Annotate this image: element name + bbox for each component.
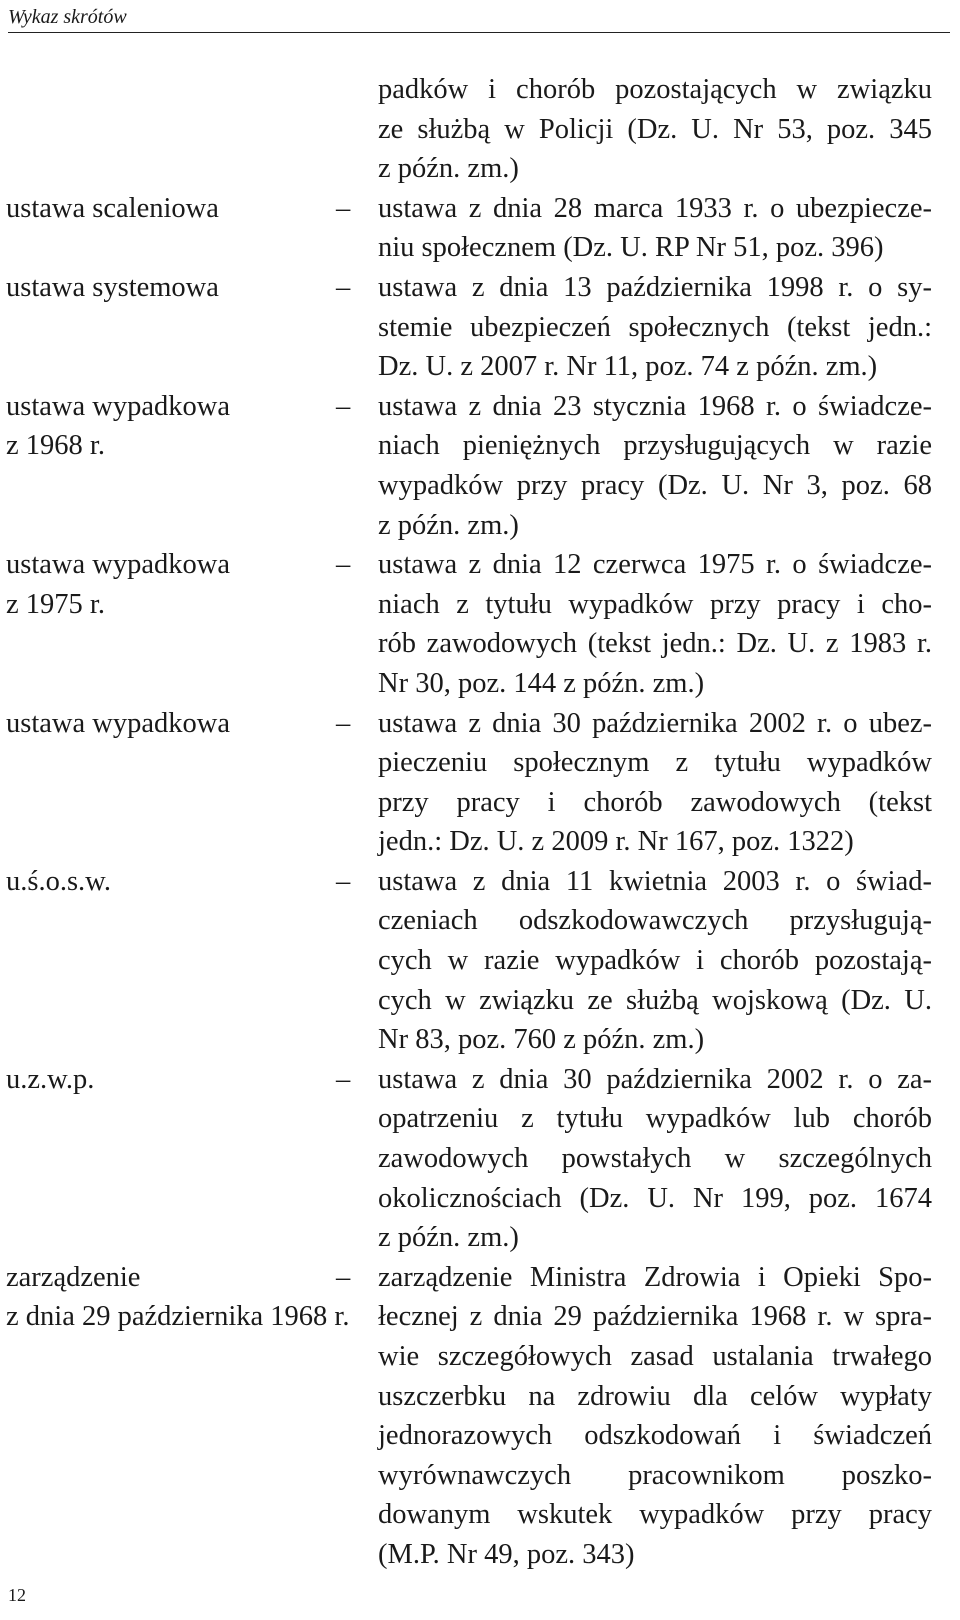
definition-text: zarządzenie Ministra Zdrowia i Opieki Spo- bbox=[378, 1261, 932, 1293]
entry-line bbox=[6, 268, 936, 308]
abbreviation-term: z dnia 29 października 1968 r. bbox=[6, 1301, 350, 1333]
definition-text: dowanym wskutek wypadków przy pracy bbox=[378, 1499, 932, 1531]
entry-line bbox=[6, 1179, 936, 1219]
definition-text: stemie ubezpieczeń społecznych (tekst jedn.: bbox=[378, 311, 932, 343]
definition-text: Nr 30, poz. 144 z późn. zm.) bbox=[378, 667, 705, 699]
definition-text: pieczeniu społecznym z tytułu wypadków bbox=[378, 747, 932, 779]
entry-dash: – bbox=[336, 707, 351, 739]
entry-line bbox=[6, 466, 936, 506]
definition-text: z późn. zm.) bbox=[378, 153, 519, 185]
entry-line bbox=[6, 585, 936, 625]
definition-text: wyrównawczych pracownikom poszko- bbox=[378, 1459, 932, 1491]
abbreviation-entry bbox=[6, 1060, 936, 1258]
entry-line bbox=[6, 1337, 936, 1377]
definition-text: padków i chorób pozostających w związku bbox=[378, 74, 932, 105]
entry-line bbox=[6, 1535, 936, 1575]
abbreviation-entry bbox=[6, 545, 936, 703]
entry-line bbox=[6, 545, 936, 585]
definition-text: okolicznościach (Dz. U. Nr 199, poz. 1674 bbox=[378, 1182, 932, 1214]
entry-line bbox=[6, 1416, 936, 1456]
running-header bbox=[8, 4, 950, 33]
abbreviation-term: ustawa wypadkowa bbox=[6, 707, 230, 739]
entry-dash: – bbox=[336, 1063, 351, 1095]
entry-line bbox=[6, 347, 936, 387]
abbreviation-entry bbox=[6, 862, 936, 1060]
abbreviation-entry bbox=[6, 268, 936, 387]
entry-line bbox=[6, 110, 936, 150]
header-title: Wykaz skrótów bbox=[8, 6, 127, 28]
definition-text: jednorazowych odszkodowań i świadczeń bbox=[378, 1420, 932, 1452]
entry-line bbox=[6, 901, 936, 941]
abbreviation-term: u.ś.o.s.w. bbox=[6, 865, 112, 897]
definition-text: niach z tytułu wypadków przy pracy i cho- bbox=[378, 588, 932, 620]
definition-text: z późn. zm.) bbox=[378, 1222, 519, 1254]
entry-line bbox=[6, 1060, 936, 1100]
entry-line bbox=[6, 822, 936, 862]
entry-line bbox=[6, 1258, 936, 1298]
entry-dash: – bbox=[336, 192, 351, 224]
entry-line bbox=[6, 1139, 936, 1179]
entry-line bbox=[6, 506, 936, 546]
entry-dash: – bbox=[336, 865, 351, 897]
definition-text: ustawa z dnia 28 marca 1933 r. o ubezpiecze- bbox=[378, 192, 932, 224]
definition-text: zawodowych powstałych w szczególnych bbox=[378, 1143, 932, 1175]
abbreviation-term: ustawa wypadkowa bbox=[6, 390, 230, 422]
definition-text: ustawa z dnia 11 kwietnia 2003 r. o świad- bbox=[378, 865, 932, 897]
entry-line bbox=[6, 664, 936, 704]
abbreviation-term: u.z.w.p. bbox=[6, 1063, 95, 1095]
definition-text: wie szczegółowych zasad ustalania trwałego bbox=[378, 1341, 932, 1372]
abbreviation-term: ustawa wypadkowa bbox=[6, 549, 230, 581]
entry-dash: – bbox=[336, 549, 351, 581]
definition-text: ustawa z dnia 23 stycznia 1968 r. o świadcze- bbox=[378, 390, 932, 422]
entry-line bbox=[6, 981, 936, 1021]
abbreviation-term: ustawa scaleniowa bbox=[6, 192, 219, 224]
definition-text: Nr 83, poz. 760 z późn. zm.) bbox=[378, 1024, 705, 1056]
entry-line bbox=[6, 704, 936, 744]
definition-text: ustawa z dnia 30 października 2002 r. o ubez- bbox=[378, 707, 932, 739]
definition-text: opatrzeniu z tytułu wypadków lub chorób bbox=[378, 1103, 932, 1135]
entry-line bbox=[6, 1377, 936, 1417]
entry-line bbox=[6, 189, 936, 229]
definition-text: cych w razie wypadków i chorób pozostają- bbox=[378, 945, 932, 977]
definition-text: ustawa z dnia 12 czerwca 1975 r. o świadcze- bbox=[378, 549, 932, 581]
entry-dash: – bbox=[336, 390, 351, 422]
entry-line bbox=[6, 70, 936, 110]
abbreviation-entry bbox=[6, 1258, 936, 1575]
definition-text: jedn.: Dz. U. z 2009 r. Nr 167, poz. 1322) bbox=[378, 826, 854, 858]
abbreviation-term: z 1968 r. bbox=[6, 430, 105, 462]
definition-text: ustawa z dnia 30 października 2002 r. o za- bbox=[378, 1063, 932, 1095]
abbreviation-term: z 1975 r. bbox=[6, 588, 105, 620]
definition-text: rób zawodowych (tekst jedn.: Dz. U. z 1983 r. bbox=[378, 628, 932, 660]
abbreviation-entry bbox=[6, 70, 936, 189]
definition-text: cych w związku ze służbą wojskową (Dz. U. bbox=[378, 984, 932, 1016]
definition-text: czeniach odszkodowawczych przysługują- bbox=[378, 905, 932, 937]
entry-line bbox=[6, 387, 936, 427]
abbreviation-term: ustawa systemowa bbox=[6, 271, 219, 303]
definition-text: (M.P. Nr 49, poz. 343) bbox=[378, 1538, 635, 1570]
entry-dash: – bbox=[336, 271, 351, 303]
entry-dash: – bbox=[336, 1261, 351, 1293]
entry-line bbox=[6, 783, 936, 823]
definition-text: Dz. U. z 2007 r. Nr 11, poz. 74 z późn. zm.) bbox=[378, 351, 878, 383]
entry-line bbox=[6, 862, 936, 902]
definition-text: uszczerbku na zdrowiu dla celów wypłaty bbox=[378, 1380, 932, 1412]
definition-text: ustawa z dnia 13 października 1998 r. o sy- bbox=[378, 271, 932, 303]
entry-line bbox=[6, 1020, 936, 1060]
entry-line bbox=[6, 624, 936, 664]
definition-text: ze służbą w Policji (Dz. U. Nr 53, poz. 345 bbox=[378, 113, 932, 145]
abbreviation-term: zarządzenie bbox=[6, 1261, 141, 1293]
definition-text: niach pieniężnych przysługujących w razie bbox=[378, 430, 932, 462]
definition-text: wypadków przy pracy (Dz. U. Nr 3, poz. 68 bbox=[378, 469, 932, 501]
entry-line bbox=[6, 1218, 936, 1258]
entry-line bbox=[6, 228, 936, 268]
entry-line bbox=[6, 1099, 936, 1139]
entry-line bbox=[6, 426, 936, 466]
definition-text: niu społecznem (Dz. U. RP Nr 51, poz. 396) bbox=[378, 232, 884, 264]
entry-line bbox=[6, 1495, 936, 1535]
abbreviation-entry bbox=[6, 387, 936, 545]
abbreviation-entry bbox=[6, 189, 936, 268]
entry-line bbox=[6, 1297, 936, 1337]
entry-line bbox=[6, 941, 936, 981]
entry-line bbox=[6, 308, 936, 348]
entry-line bbox=[6, 149, 936, 189]
page-number: 12 bbox=[8, 1585, 26, 1605]
definition-text: z późn. zm.) bbox=[378, 509, 519, 541]
definition-text: przy pracy i chorób zawodowych (tekst bbox=[378, 786, 932, 818]
entry-line bbox=[6, 1456, 936, 1496]
abbreviation-list bbox=[6, 70, 936, 1575]
entry-line bbox=[6, 743, 936, 783]
definition-text: łecznej z dnia 29 października 1968 r. w spra- bbox=[378, 1301, 932, 1333]
abbreviation-entry bbox=[6, 704, 936, 862]
